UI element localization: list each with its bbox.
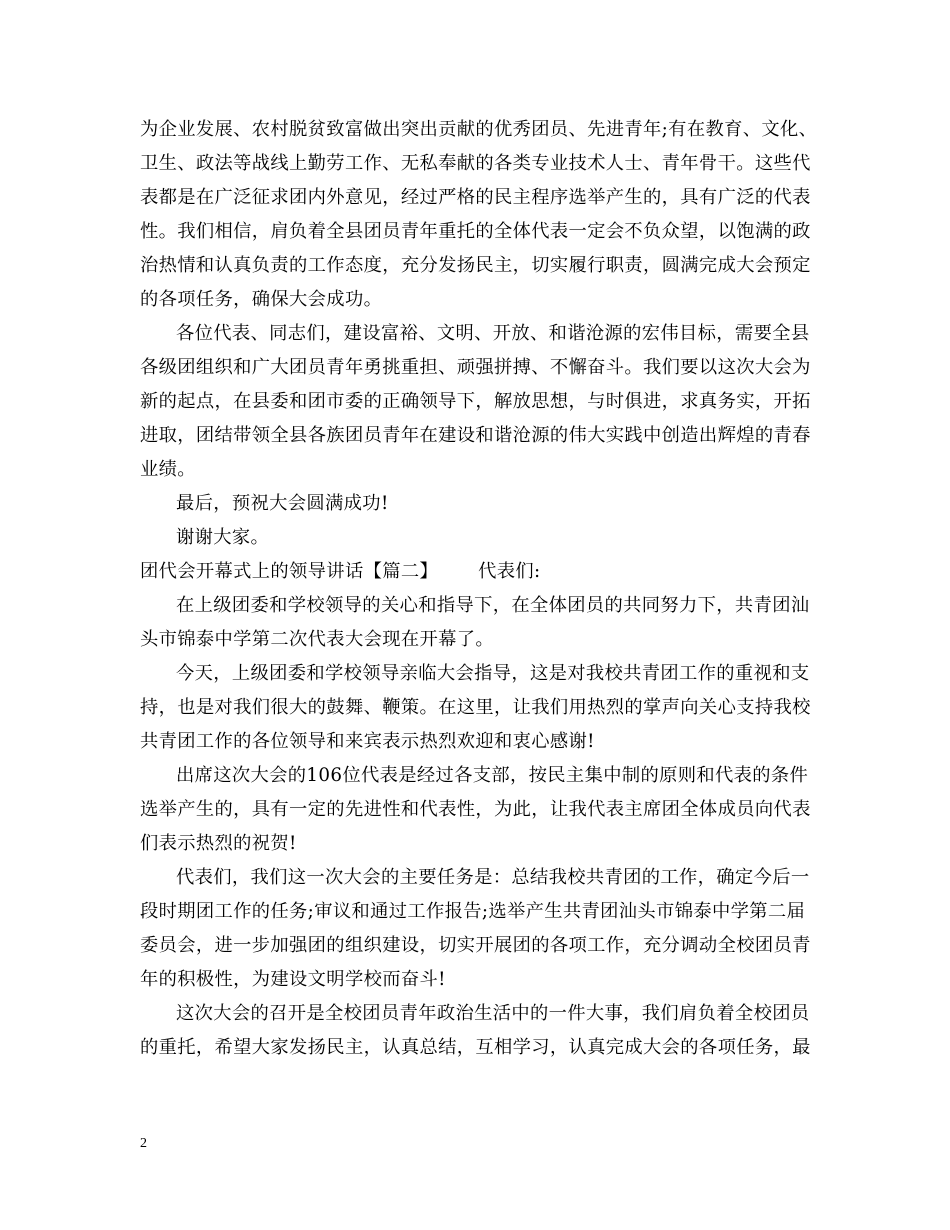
text-line: 的重托，希望大家发扬民主，认真总结，互相学习，认真完成大会的各项任务，最 <box>140 1037 811 1058</box>
text-line: 代表们，我们这一次大会的主要任务是：总结我校共青团的工作，确定今后一 <box>176 867 810 888</box>
text-line: 新的起点，在县委和团市委的正确领导下，解放思想，与时俱进，求真务实，开拓 <box>140 391 811 412</box>
text-line: 年的积极性，为建设文明学校而奋斗! <box>140 969 446 990</box>
page-number: 2 <box>140 1136 147 1151</box>
text-line: 谢谢大家。 <box>176 527 270 548</box>
section-heading <box>140 555 812 589</box>
text-line: 委员会，进一步加强团的组织建设，切实开展团的各项工作，充分调动全校团员青 <box>140 935 811 956</box>
text-line: 出席这次大会的106位代表是经过各支部，按民主集中制的原则和代表的条件 <box>176 765 809 786</box>
text-line: 段时期团工作的任务;审议和通过工作报告;选举产生共青团汕头市锦泰中学第二届 <box>140 901 806 922</box>
text-line: 这次大会的召开是全校团员青年政治生活中的一件大事，我们肩负着全校团员 <box>176 1003 810 1024</box>
text-line: 进取，团结带领全县各族团员青年在建设和谐沧源的伟大实践中创造出辉煌的青春 <box>140 425 811 446</box>
text-line: 头市锦泰中学第二次代表大会现在开幕了。 <box>140 629 494 650</box>
text-line: 卫生、政法等战线上勤劳工作、无私奉献的各类专业技术人士、青年骨干。这些代 <box>140 153 811 174</box>
section-title: 团代会开幕式上的领导讲话【篇二】 <box>140 561 439 582</box>
text-line: 持，也是对我们很大的鼓舞、鞭策。在这里，让我们用热烈的掌声向关心支持我校 <box>140 697 811 718</box>
text-line: 选举产生的，具有一定的先进性和代表性，为此，让我代表主席团全体成员向代表 <box>140 799 811 820</box>
text-line: 共青团工作的各位领导和来宾表示热烈欢迎和衷心感谢! <box>140 731 595 752</box>
text-line: 各级团组织和广大团员青年勇挑重担、顽强拼搏、不懈奋斗。我们要以这次大会为 <box>140 357 811 378</box>
text-line: 在上级团委和学校领导的关心和指导下，在全体团员的共同努力下，共青团汕 <box>176 595 810 616</box>
text-line: 业绩。 <box>140 459 196 480</box>
text-line: 们表示热烈的祝贺! <box>140 833 297 854</box>
text-line: 的各项任务，确保大会成功。 <box>140 289 383 310</box>
text-line: 为企业发展、农村脱贫致富做出突出贡献的优秀团员、先进青年;有在教育、文化、 <box>140 119 818 140</box>
speech-part-two <box>140 589 812 1065</box>
document-body <box>140 113 818 1065</box>
text-line: 表都是在广泛征求团内外意见，经过严格的民主程序选举产生的，具有广泛的代表 <box>140 187 811 208</box>
text-line: 治热情和认真负责的工作态度，充分发扬民主，切实履行职责，圆满完成大会预定 <box>140 255 811 276</box>
text-line: 性。我们相信，肩负着全县团员青年重托的全体代表一定会不负众望，以饱满的政 <box>140 221 811 242</box>
text-line: 最后，预祝大会圆满成功! <box>176 493 389 514</box>
speech-part-one <box>140 113 818 555</box>
salutation: 代表们: <box>478 561 541 582</box>
text-line: 各位代表、同志们，建设富裕、文明、开放、和谐沧源的宏伟目标，需要全县 <box>176 323 810 344</box>
text-line: 今天，上级团委和学校领导亲临大会指导，这是对我校共青团工作的重视和支 <box>176 663 810 684</box>
